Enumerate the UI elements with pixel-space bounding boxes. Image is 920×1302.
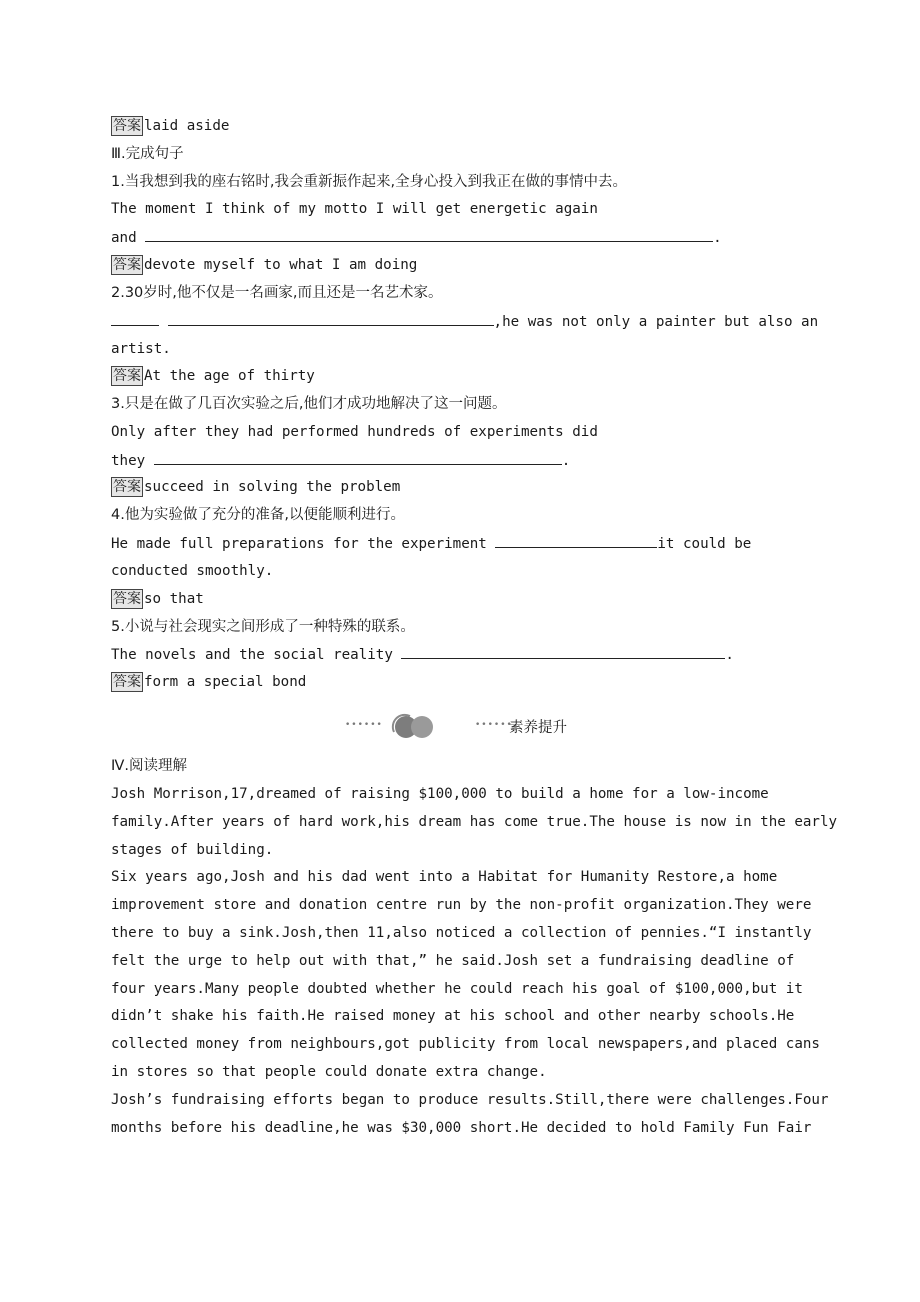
q1-suffix: . xyxy=(713,230,722,246)
answer-tag: 答案 xyxy=(113,368,141,384)
passage-line: Josh’s fundraising efforts began to produce results.Still,there were challenges.Four xyxy=(111,1091,829,1108)
q4-english-line1 xyxy=(111,533,751,553)
q4-suffix: it could be xyxy=(657,536,752,552)
answer-line-2 xyxy=(111,366,315,386)
q2-english-line2: artist. xyxy=(111,341,171,357)
passage-line: collected money from neighbours,got publicity from local newspapers,and placed cans xyxy=(111,1036,820,1053)
section-title: 素养提升 xyxy=(509,720,567,736)
q2-blank-2[interactable] xyxy=(168,311,494,326)
passage-line: family.After years of hard work,his dream has come true.The house is now in the early xyxy=(111,813,838,830)
q5-prefix: The novels and the social reality xyxy=(111,647,402,663)
q2-chinese: 2.30岁时,他不仅是一名画家,而且还是一名艺术家。 xyxy=(111,285,443,301)
passage-line: four years.Many people doubted whether he could reach his goal of $100,000,but it xyxy=(111,980,803,997)
q3-english-line2 xyxy=(111,450,570,470)
passage-line: there to buy a sink.Josh,then 11,also noticed a collection of pennies.“I instantly xyxy=(111,925,812,941)
q3-suffix: . xyxy=(561,453,571,469)
answer-line-1 xyxy=(111,255,417,275)
passage-line: in stores so that people could donate extra change. xyxy=(111,1064,547,1080)
q4-chinese: 4.他为实验做了充分的准备,以便能顺利进行。 xyxy=(111,507,405,523)
passage-line: felt the urge to help out with that,” he said.Josh set a fundraising deadline of xyxy=(111,952,795,969)
passage-line: Josh Morrison,17,dreamed of raising $100,000 to build a home for a low-income xyxy=(111,786,769,802)
q2-blank-1[interactable] xyxy=(111,311,159,326)
answer-text: devote myself to what I am doing xyxy=(144,257,418,273)
passage-line: stages of building. xyxy=(111,841,274,858)
section-divider xyxy=(0,708,920,740)
answer-tag: 答案 xyxy=(113,479,141,495)
passage-line: months before his deadline,he was $30,000 short.He decided to hold Family Fun Fair xyxy=(111,1119,812,1136)
passage-line: didn’t shake his faith.He raised money at his school and other nearby schools.He xyxy=(111,1008,795,1025)
answer-line-0 xyxy=(111,116,229,136)
answer-tag: 答案 xyxy=(113,118,141,134)
answer-tag: 答案 xyxy=(113,674,141,690)
answer-line-5 xyxy=(111,672,306,692)
answer-text: At the age of thirty xyxy=(144,368,315,384)
q5-chinese: 5.小说与社会现实之间形成了一种特殊的联系。 xyxy=(111,619,415,635)
answer-text: so that xyxy=(144,591,204,607)
q1-chinese: 1.当我想到我的座右铭时,我会重新振作起来,全身心投入到我正在做的事情中去。 xyxy=(111,174,628,190)
answer-text: form a special bond xyxy=(144,674,307,690)
answer-line-3 xyxy=(111,477,400,497)
q3-english-line1: Only after they had performed hundreds of experiments did xyxy=(111,424,598,440)
q2-english-line1 xyxy=(111,311,818,331)
q5-english-line1 xyxy=(111,644,734,664)
passage-line: improvement store and donation centre run by the non-profit organization.They were xyxy=(111,897,812,914)
q5-blank[interactable] xyxy=(401,644,725,659)
q4-english-line2: conducted smoothly. xyxy=(111,563,274,579)
answer-tag: 答案 xyxy=(113,591,141,607)
circles-icon xyxy=(388,710,440,740)
q3-prefix: they xyxy=(111,453,154,469)
answer-tag: 答案 xyxy=(113,257,141,273)
answer-text: succeed in solving the problem xyxy=(144,479,401,495)
q4-blank[interactable] xyxy=(495,533,657,548)
q4-prefix: He made full preparations for the experiment xyxy=(111,536,496,552)
q1-english-line1: The moment I think of my motto I will get energetic again xyxy=(111,201,598,217)
q3-blank[interactable] xyxy=(154,450,562,465)
q2-gap xyxy=(159,314,168,330)
q1-prefix: and xyxy=(111,230,146,246)
q3-chinese: 3.只是在做了几百次实验之后,他们才成功地解决了这一问题。 xyxy=(111,396,507,412)
q5-suffix: . xyxy=(725,647,734,663)
section-4-heading: Ⅳ.阅读理解 xyxy=(111,758,187,774)
divider-dots-right: •••••• xyxy=(475,720,513,730)
q1-blank[interactable] xyxy=(145,227,713,242)
divider-dots-left: •••••• xyxy=(345,720,383,730)
section-3-heading: Ⅲ.完成句子 xyxy=(111,146,184,162)
q2-suffix: ,he was not only a painter but also an xyxy=(493,314,819,330)
answer-line-4 xyxy=(111,589,204,609)
passage-line: Six years ago,Josh and his dad went into a Habitat for Humanity Restore,a home xyxy=(111,869,778,886)
answer-text: laid aside xyxy=(144,118,230,134)
q1-english-line2 xyxy=(111,227,722,247)
